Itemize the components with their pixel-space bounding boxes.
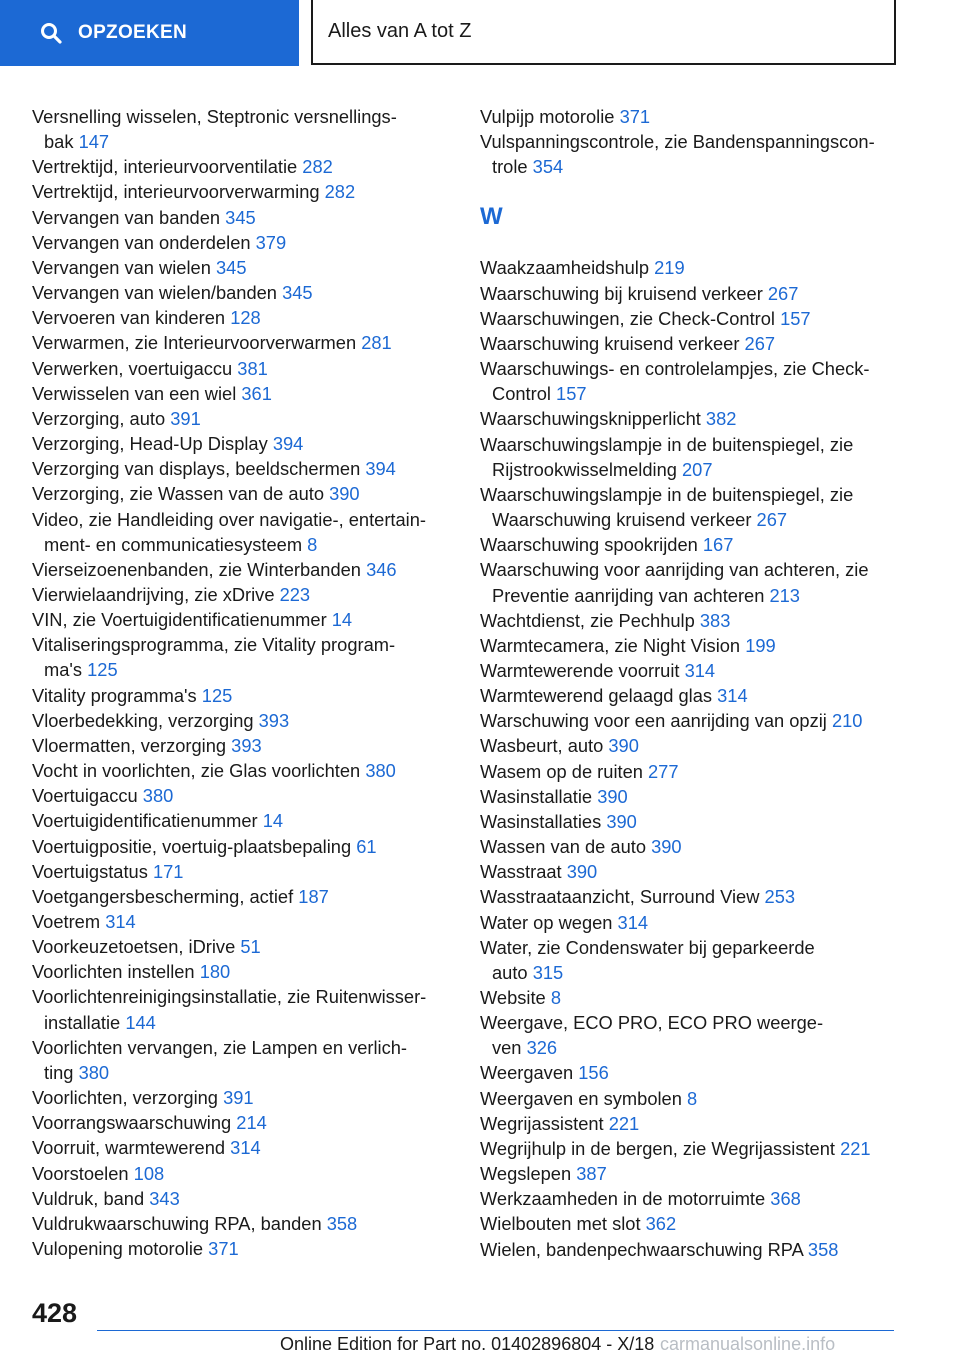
index-entry xyxy=(480,432,900,457)
index-entry xyxy=(32,1161,452,1186)
index-term: Vervangen van banden xyxy=(32,206,221,228)
index-term: Vulopening motorolie xyxy=(32,1238,204,1260)
index-term-continuation: ven xyxy=(492,1037,522,1059)
index-entry xyxy=(480,532,900,557)
page-reference-link[interactable]: 380 xyxy=(365,760,396,782)
search-button[interactable] xyxy=(0,0,299,66)
index-group-v-continued xyxy=(480,104,900,179)
page-reference-link[interactable]: 362 xyxy=(645,1213,677,1235)
page-reference-link[interactable]: 383 xyxy=(699,609,731,631)
index-term: Vloermatten, verzorging xyxy=(32,734,227,756)
index-entry xyxy=(32,683,452,708)
index-entry xyxy=(480,884,900,909)
page-reference-link[interactable]: 380 xyxy=(78,1061,110,1083)
index-entry xyxy=(32,507,452,532)
page-reference-link[interactable]: 219 xyxy=(654,257,685,279)
page-reference-link[interactable]: 213 xyxy=(769,584,800,606)
index-entry-continuation xyxy=(32,1010,452,1035)
footer-divider xyxy=(97,1330,894,1331)
index-entry xyxy=(480,683,900,708)
search-icon xyxy=(40,22,62,44)
page-reference-link[interactable]: 108 xyxy=(133,1162,165,1184)
page-reference-link[interactable]: 210 xyxy=(831,710,863,732)
index-term: Voorlichtenreinigingsinstallatie, zie Ruitenwisser- xyxy=(32,986,427,1008)
index-term-continuation: auto xyxy=(492,961,528,983)
page-reference-link[interactable]: 125 xyxy=(201,684,233,706)
index-term: Vertrektijd, interieurvoorverwarming xyxy=(32,181,320,203)
index-term: Vierwielaandrijving, zie xDrive xyxy=(32,583,275,605)
page-reference-link[interactable]: 214 xyxy=(236,1112,267,1134)
page-reference-link[interactable]: 157 xyxy=(780,307,811,329)
index-entry xyxy=(480,1237,900,1262)
footer-edition-text: Online Edition for Part no. 01402896804 - X/18 xyxy=(280,1334,655,1354)
index-entry-continuation xyxy=(32,1060,452,1085)
index-term: Verzorging, zie Wassen van de auto xyxy=(32,483,324,505)
page-reference-link[interactable]: 314 xyxy=(617,911,649,933)
index-entry xyxy=(32,205,452,230)
index-term: Vulspanningscontrole, zie Bandenspanningscon- xyxy=(480,131,875,153)
page-reference-link[interactable]: 51 xyxy=(240,936,261,958)
page-reference-link[interactable]: 391 xyxy=(223,1087,254,1109)
index-entry xyxy=(32,859,452,884)
index-term: Wegrijhulp in de bergen, zie Wegrijassistent xyxy=(480,1137,835,1159)
page-reference-link[interactable]: 180 xyxy=(199,961,231,983)
page-reference-link[interactable]: 361 xyxy=(241,382,272,404)
index-entry xyxy=(480,608,900,633)
page-reference-link[interactable]: 354 xyxy=(532,156,564,178)
index-term: Vervoeren van kinderen xyxy=(32,307,226,329)
index-entry xyxy=(32,959,452,984)
index-term: Voorstoelen xyxy=(32,1162,129,1184)
page-reference-link[interactable]: 345 xyxy=(215,256,247,278)
index-term: Verzorging, auto xyxy=(32,407,166,429)
page-reference-link[interactable]: 282 xyxy=(324,181,356,203)
index-entry xyxy=(480,1161,900,1186)
index-entry xyxy=(32,934,452,959)
index-term: Voetgangersbescherming, actief xyxy=(32,885,294,907)
page-reference-link[interactable]: 387 xyxy=(576,1163,607,1185)
page-reference-link[interactable]: 125 xyxy=(87,659,118,681)
page-reference-link[interactable]: 207 xyxy=(682,458,713,480)
index-term: Versnelling wisselen, Steptronic versnellings- xyxy=(32,106,397,127)
index-entry xyxy=(32,330,452,355)
index-term: Waarschuwingslampje in de buitenspiegel, zie xyxy=(480,483,854,505)
index-term: Voertuigstatus xyxy=(32,860,148,882)
index-term: Wielen, bandenpechwaarschuwing RPA xyxy=(480,1238,803,1260)
index-term: VIN, zie Voertuigidentificatienummer xyxy=(32,609,327,631)
index-entry xyxy=(480,708,900,733)
index-term: Waarschuwing bij kruisend verkeer xyxy=(480,282,763,304)
index-entry xyxy=(480,406,900,431)
page-reference-link[interactable]: 8 xyxy=(686,1087,698,1109)
index-term: Voorruit, warmtewerend xyxy=(32,1137,226,1159)
page-reference-link[interactable]: 358 xyxy=(326,1212,358,1234)
index-entry xyxy=(32,758,452,783)
index-term: Vertrektijd, interieurvoorventilatie xyxy=(32,156,298,178)
index-term: Wasinstallaties xyxy=(480,810,602,832)
index-term-continuation: Preventie aanrijding van achteren xyxy=(492,584,765,606)
page-reference-link[interactable]: 156 xyxy=(578,1062,609,1084)
page-reference-link[interactable]: 14 xyxy=(331,609,353,631)
index-term: Waarschuwingen, zie Check-Control xyxy=(480,307,775,329)
page-reference-link[interactable]: 346 xyxy=(366,558,397,580)
index-term: Voertuigidentificatienummer xyxy=(32,810,258,832)
page-reference-link[interactable]: 281 xyxy=(361,332,392,354)
index-entry xyxy=(32,834,452,859)
page-reference-link[interactable]: 8 xyxy=(307,533,318,555)
page-reference-link[interactable]: 167 xyxy=(702,534,734,556)
index-term: Voorlichten, verzorging xyxy=(32,1087,218,1109)
index-term: Verwerken, voertuigaccu xyxy=(32,357,233,379)
index-term: Voorlichten vervangen, zie Lampen en verlich- xyxy=(32,1036,407,1058)
index-entry xyxy=(32,456,452,481)
page-reference-link[interactable]: 8 xyxy=(550,987,561,1008)
page-reference-link[interactable]: 315 xyxy=(532,961,564,983)
page-reference-link[interactable]: 171 xyxy=(152,860,184,882)
index-term: Waarschuwing spookrijden xyxy=(480,534,698,556)
index-term: Weergaven xyxy=(480,1062,574,1084)
page-reference-link[interactable]: 267 xyxy=(767,282,799,304)
page-reference-link[interactable]: 144 xyxy=(125,1011,156,1033)
index-column-left xyxy=(32,104,452,1261)
index-term: Wasinstallatie xyxy=(480,785,593,807)
index-entry xyxy=(480,834,900,859)
index-term: Waakzaamheidshulp xyxy=(480,257,650,279)
index-entry xyxy=(32,1186,452,1211)
page-reference-link[interactable]: 390 xyxy=(651,836,682,858)
index-entry xyxy=(32,255,452,280)
index-entry xyxy=(32,280,452,305)
index-term: Warschuwing voor een aanrijding van opzij xyxy=(480,710,827,732)
index-entry xyxy=(32,104,452,129)
index-term: Waarschuwing voor aanrijding van achteren, zie xyxy=(480,559,869,581)
index-term: Voertuigaccu xyxy=(32,785,138,807)
index-entry xyxy=(480,1211,900,1236)
index-entry xyxy=(480,985,900,1010)
page-reference-link[interactable]: 393 xyxy=(231,734,262,756)
index-term-continuation: Waarschuwing kruisend verkeer xyxy=(492,509,752,531)
index-entry xyxy=(32,431,452,456)
page-reference-link[interactable]: 390 xyxy=(608,735,639,757)
index-entry xyxy=(32,733,452,758)
index-entry xyxy=(32,1110,452,1135)
index-term: Website xyxy=(480,987,546,1008)
page-reference-link[interactable]: 390 xyxy=(329,483,360,505)
page-reference-link[interactable]: 380 xyxy=(142,785,174,807)
index-entry xyxy=(32,984,452,1009)
index-entry xyxy=(32,909,452,934)
a-to-z-index-button[interactable] xyxy=(311,0,896,65)
index-entry-continuation xyxy=(480,960,900,985)
page-reference-link[interactable]: 277 xyxy=(648,760,679,782)
index-entry xyxy=(480,356,900,381)
page-reference-link[interactable]: 314 xyxy=(717,685,748,707)
index-entry xyxy=(480,306,900,331)
index-entry xyxy=(32,783,452,808)
index-entry xyxy=(480,859,900,884)
page-reference-link[interactable]: 282 xyxy=(302,156,333,178)
index-term: Weergaven en symbolen xyxy=(480,1087,682,1109)
index-entry xyxy=(32,557,452,582)
index-entry-continuation xyxy=(480,154,900,179)
index-entry-continuation xyxy=(480,457,900,482)
page-reference-link[interactable]: 147 xyxy=(78,131,110,153)
index-entry xyxy=(32,381,452,406)
index-entry xyxy=(32,230,452,255)
index-term: Vervangen van wielen/banden xyxy=(32,282,277,304)
page-reference-link[interactable]: 157 xyxy=(556,383,587,405)
page-number: 428 xyxy=(32,1298,78,1328)
page-reference-link[interactable]: 394 xyxy=(272,433,304,455)
index-term: Vocht in voorlichten, zie Glas voorlichten xyxy=(32,760,361,782)
page-reference-link[interactable]: 390 xyxy=(566,861,598,883)
index-group-w xyxy=(480,255,900,1261)
index-entry xyxy=(480,935,900,960)
page-reference-link[interactable]: 128 xyxy=(230,307,261,329)
a-to-z-label: Alles van A tot Z xyxy=(328,20,472,42)
page-reference-link[interactable]: 314 xyxy=(105,911,136,932)
section-letter-heading: W xyxy=(480,203,503,231)
page-reference-link[interactable]: 371 xyxy=(619,106,651,127)
page-reference-link[interactable]: 368 xyxy=(770,1188,801,1210)
index-entry xyxy=(480,809,900,834)
search-button-label: OPZOEKEN xyxy=(78,22,188,43)
index-term: Vuldrukwaarschuwing RPA, banden xyxy=(32,1212,322,1234)
index-entry xyxy=(32,632,452,657)
index-term: Wasstraat xyxy=(480,861,562,883)
index-entry xyxy=(32,1085,452,1110)
index-term: Warmtewerende voorruit xyxy=(480,659,680,681)
index-term: Wegrijassistent xyxy=(480,1112,604,1134)
index-entry xyxy=(32,808,452,833)
index-entry-continuation xyxy=(32,532,452,557)
index-entry xyxy=(480,1136,900,1161)
index-entry xyxy=(480,255,900,280)
index-entry xyxy=(480,658,900,683)
index-entry xyxy=(480,281,900,306)
page-reference-link[interactable]: 381 xyxy=(237,357,268,379)
index-term-continuation: Rijstrookwisselmelding xyxy=(492,458,677,480)
index-term: Werkzaamheden in de motorruimte xyxy=(480,1188,766,1210)
page-reference-link[interactable]: 199 xyxy=(745,634,776,656)
index-term: Verwisselen van een wiel xyxy=(32,382,237,404)
index-term: Verzorging van displays, beeldschermen xyxy=(32,458,361,480)
index-term: Verzorging, Head-Up Display xyxy=(32,433,268,455)
page-reference-link[interactable]: 221 xyxy=(840,1137,871,1159)
index-entry xyxy=(32,1211,452,1236)
page-reference-link[interactable]: 314 xyxy=(230,1137,261,1159)
index-term-continuation: Control xyxy=(492,383,551,405)
page-reference-link[interactable]: 393 xyxy=(258,709,290,731)
page-reference-link[interactable]: 267 xyxy=(744,332,776,354)
index-entry xyxy=(480,1186,900,1211)
page-reference-link[interactable]: 253 xyxy=(764,886,796,908)
footer-brand-watermark: carmanualsonline.info xyxy=(660,1334,836,1354)
index-term: Waarschuwingslampje in de buitenspiegel, zie xyxy=(480,433,854,455)
index-entry-continuation xyxy=(480,381,900,406)
page-reference-link[interactable]: 358 xyxy=(807,1238,839,1260)
index-term: Waarschuwing kruisend verkeer xyxy=(480,332,740,354)
page-reference-link[interactable]: 267 xyxy=(756,509,788,531)
page-reference-link[interactable]: 371 xyxy=(208,1238,239,1260)
index-entry xyxy=(32,179,452,204)
index-term: Voertuigpositie, voertuig-plaatsbepaling xyxy=(32,835,352,857)
index-entry xyxy=(32,1035,452,1060)
page-reference-link[interactable]: 223 xyxy=(279,583,311,605)
index-entry-continuation xyxy=(480,507,900,532)
page-reference-link[interactable]: 390 xyxy=(597,785,628,807)
index-entry xyxy=(480,482,900,507)
index-term: Wasstraataanzicht, Surround View xyxy=(480,886,760,908)
index-term: Verwarmen, zie Interieurvoorverwarmen xyxy=(32,332,357,354)
index-term: Warmtewerend gelaagd glas xyxy=(480,685,713,707)
index-term: Vuldruk, band xyxy=(32,1187,145,1209)
page-reference-link[interactable]: 343 xyxy=(149,1187,180,1209)
index-entry xyxy=(32,884,452,909)
page-reference-link[interactable]: 391 xyxy=(170,407,201,429)
index-entry xyxy=(32,582,452,607)
index-entry xyxy=(480,910,900,935)
index-entry xyxy=(32,1236,452,1261)
index-entry xyxy=(480,1086,900,1111)
index-term-continuation: ting xyxy=(44,1061,74,1083)
index-entry xyxy=(32,305,452,330)
page-reference-link[interactable]: 345 xyxy=(225,206,256,228)
index-entry xyxy=(480,1111,900,1136)
page-reference-link[interactable]: 345 xyxy=(282,282,313,304)
index-term: Water op wegen xyxy=(480,911,613,933)
page-reference-link[interactable]: 187 xyxy=(298,885,329,907)
page-reference-link[interactable]: 61 xyxy=(356,835,377,857)
index-term: Vervangen van onderdelen xyxy=(32,231,251,253)
index-term: Vierseizoenenbanden, zie Winterbanden xyxy=(32,558,361,580)
index-entry xyxy=(32,154,452,179)
index-term-continuation: installatie xyxy=(44,1011,121,1033)
index-entry xyxy=(480,1060,900,1085)
index-term: Wegslepen xyxy=(480,1163,572,1185)
header-bar xyxy=(0,0,960,66)
page-reference-link[interactable]: 390 xyxy=(606,810,637,832)
index-term-continuation: ma's xyxy=(44,659,83,681)
index-entry-continuation xyxy=(32,129,452,154)
index-entry xyxy=(32,481,452,506)
index-entry-continuation xyxy=(32,657,452,682)
index-entry xyxy=(32,708,452,733)
index-entry xyxy=(480,733,900,758)
page-reference-link[interactable]: 382 xyxy=(705,408,737,430)
index-term: Weergave, ECO PRO, ECO PRO weerge- xyxy=(480,1012,824,1034)
page-reference-link[interactable]: 326 xyxy=(526,1037,558,1059)
page-reference-link[interactable]: 14 xyxy=(262,810,284,832)
index-term: Vulpijp motorolie xyxy=(480,106,615,127)
index-term: Vervangen van wielen xyxy=(32,256,211,278)
index-entry xyxy=(32,406,452,431)
index-term: Voetrem xyxy=(32,911,101,932)
index-term: Waarschuwings- en controlelampjes, zie Check- xyxy=(480,358,870,380)
index-term: Wielbouten met slot xyxy=(480,1213,641,1235)
page-reference-link[interactable]: 379 xyxy=(255,231,287,253)
index-entry xyxy=(480,104,900,129)
page-reference-link[interactable]: 314 xyxy=(684,659,716,681)
index-term: Wasem op de ruiten xyxy=(480,760,643,782)
index-column-right xyxy=(480,104,900,1262)
index-term-continuation: ment- en communicatiesysteem xyxy=(44,533,303,555)
index-term: Voorkeuzetoetsen, iDrive xyxy=(32,936,236,958)
index-term: Wasbeurt, auto xyxy=(480,735,604,757)
index-entry-continuation xyxy=(480,1035,900,1060)
index-entry xyxy=(32,356,452,381)
index-entry-continuation xyxy=(480,583,900,608)
index-entry xyxy=(480,759,900,784)
index-term-continuation: bak xyxy=(44,131,74,153)
index-term: Warmtecamera, zie Night Vision xyxy=(480,634,741,656)
index-term: Vloerbedekking, verzorging xyxy=(32,709,254,731)
index-term: Vitality programma's xyxy=(32,684,197,706)
index-entry xyxy=(480,633,900,658)
index-entry xyxy=(480,557,900,582)
index-term: Voorrangswaarschuwing xyxy=(32,1112,232,1134)
index-entry xyxy=(480,331,900,356)
index-term: Waarschuwingsknipperlicht xyxy=(480,408,701,430)
index-term: Video, zie Handleiding over navigatie-, entertain- xyxy=(32,508,426,530)
index-entry xyxy=(32,607,452,632)
index-term-continuation: trole xyxy=(492,156,528,178)
index-entry xyxy=(480,784,900,809)
page-reference-link[interactable]: 221 xyxy=(608,1112,640,1134)
index-entry xyxy=(480,129,900,154)
index-term: Wachtdienst, zie Pechhulp xyxy=(480,609,695,631)
index-term: Water, zie Condenswater bij geparkeerde xyxy=(480,936,815,958)
index-term: Vitaliseringsprogramma, zie Vitality program- xyxy=(32,634,396,656)
index-term: Voorlichten instellen xyxy=(32,961,195,983)
index-term: Wassen van de auto xyxy=(480,836,646,858)
index-entry xyxy=(480,1010,900,1035)
page-reference-link[interactable]: 394 xyxy=(365,458,396,480)
index-entry xyxy=(32,1135,452,1160)
